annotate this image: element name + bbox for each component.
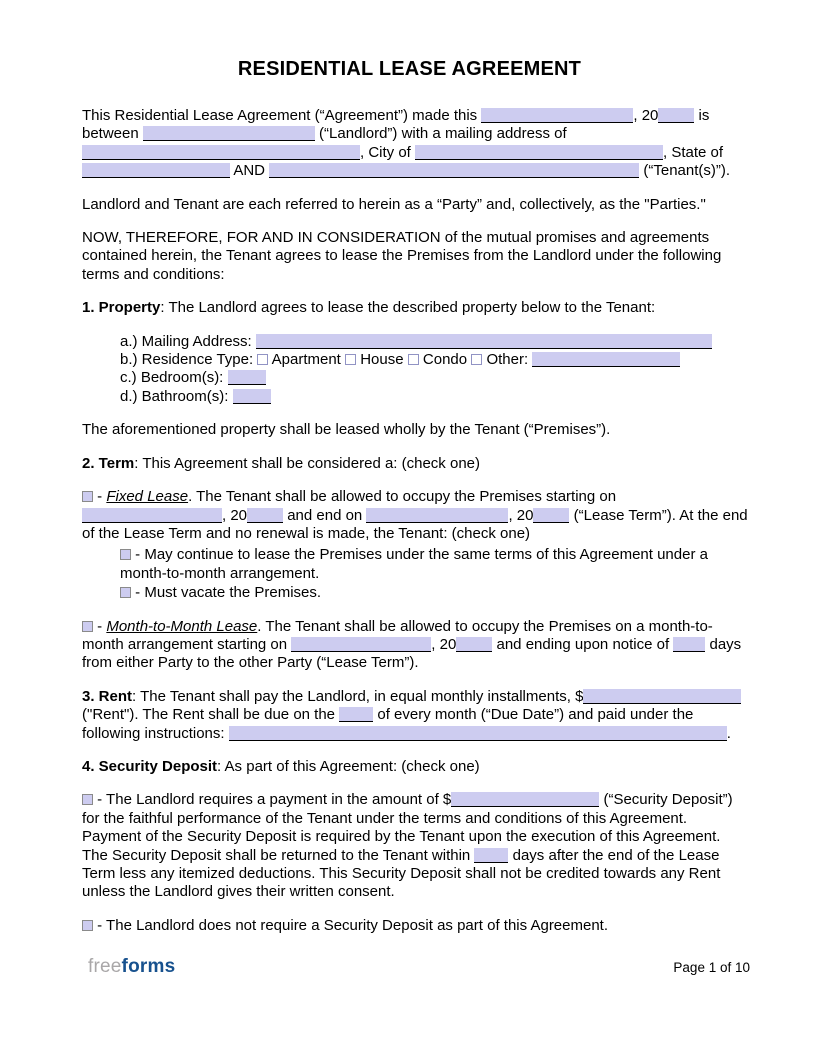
- month-to-month-notice-days-field[interactable]: [673, 637, 705, 652]
- text-segment: unless the Landlord gives their written consent.: [82, 883, 395, 901]
- consideration-paragraph: [82, 229, 737, 284]
- text-segment: -: [93, 617, 107, 635]
- text-segment: d.) Bathroom(s):: [120, 387, 233, 405]
- property-detail-list: [82, 333, 737, 407]
- text-segment: (“Security Deposit”): [599, 791, 733, 809]
- bold-text: 3. Rent: [82, 687, 133, 705]
- text-segment: (“Lease Term”). At the end: [569, 506, 748, 524]
- lease-type-label: Fixed Lease: [106, 488, 189, 506]
- text-segment: - May continue to lease the Premises under the same terms of this Agreement under a: [131, 546, 708, 564]
- freeforms-logo: [88, 956, 175, 978]
- text-segment: and ending upon notice of: [492, 635, 674, 653]
- text-segment: for the faithful performance of the Tenant under the terms and conditions of this Agreement.: [82, 809, 688, 827]
- text-segment: month-to-month arrangement.: [120, 564, 320, 582]
- text-segment: from either Party to the other Party (“Lease Term”).: [82, 654, 419, 672]
- renewal-continue-checkbox[interactable]: [120, 549, 131, 560]
- month-to-month-checkbox[interactable]: [82, 621, 93, 632]
- text-segment: ("Rent"). The Rent shall be due on the: [82, 706, 340, 724]
- security-deposit-heading: [82, 758, 737, 776]
- fixed-lease-start-date-field[interactable]: [82, 508, 222, 523]
- tenant-names-field[interactable]: [269, 163, 639, 178]
- landlord-street-address-field[interactable]: [82, 145, 360, 160]
- text-segment: House: [356, 351, 408, 369]
- text-segment: a.) Mailing Address:: [120, 332, 256, 350]
- text-segment: month arrangement starting on: [82, 635, 292, 653]
- brand-forms-text: forms: [121, 956, 176, 977]
- property-mailing-address-field[interactable]: [256, 334, 712, 349]
- text-segment: Condo: [418, 351, 472, 369]
- renewal-vacate-checkbox[interactable]: [120, 587, 131, 598]
- text-segment: The aforementioned property shall be leased wholly by the Tenant (“Premises”).: [82, 421, 611, 439]
- text-segment: of every month (“Due Date”) and paid under the: [373, 706, 694, 724]
- text-segment: days after the end of the Lease: [508, 846, 720, 864]
- month-to-month-clause: [82, 617, 742, 673]
- text-segment: c.) Bedroom(s):: [120, 369, 228, 387]
- text-segment: This Residential Lease Agreement (“Agreement”) made this: [82, 107, 482, 124]
- fixed-lease-clause: [82, 488, 748, 543]
- rent-due-day-field[interactable]: [339, 707, 373, 722]
- document-body: [82, 107, 748, 935]
- text-segment: : As part of this Agreement: (check one): [217, 757, 480, 775]
- text-segment: and end on: [283, 506, 367, 524]
- residence-type-other-checkbox[interactable]: [471, 354, 482, 365]
- text-segment: NOW, THEREFORE, FOR AND IN CONSIDERATION of the mutual promises and agreements: [82, 229, 710, 247]
- bold-text: 2. Term: [82, 454, 135, 472]
- parties-paragraph: [82, 196, 737, 214]
- landlord-city-field[interactable]: [415, 145, 663, 160]
- text-segment: days: [705, 635, 742, 653]
- document-title: RESIDENTIAL LEASE AGREEMENT: [237, 58, 582, 80]
- text-segment: , 20: [431, 635, 457, 653]
- text-segment: , 20: [508, 506, 534, 524]
- bold-text: 4. Security Deposit: [82, 757, 218, 775]
- text-segment: - The Landlord requires a payment in the amount of $: [93, 791, 452, 809]
- text-segment: Other:: [482, 351, 533, 369]
- bold-text: 1. Property: [82, 299, 161, 317]
- rent-amount-field[interactable]: [583, 689, 741, 704]
- text-segment: The Security Deposit shall be returned to the Tenant within: [82, 846, 475, 864]
- text-segment: , 20: [633, 107, 659, 124]
- security-deposit-amount-field[interactable]: [451, 792, 599, 807]
- bedrooms-count-field[interactable]: [228, 370, 266, 385]
- text-segment: b.) Residence Type:: [120, 351, 258, 369]
- fixed-lease-option-vacate: [82, 584, 737, 602]
- text-segment: between: [82, 125, 143, 143]
- text-segment: is: [694, 107, 710, 124]
- text-segment: - The Landlord does not require a Security Deposit as part of this Agreement.: [93, 916, 609, 934]
- text-segment: following instructions:: [82, 724, 229, 742]
- text-segment: Landlord and Tenant are each referred to herein as a “Party” and, collectively, as the "Parties.": [82, 195, 706, 213]
- text-segment: , City of: [360, 143, 416, 161]
- text-segment: : The Tenant shall pay the Landlord, in equal monthly installments, $: [132, 687, 584, 705]
- fixed-lease-end-year-field[interactable]: [533, 508, 569, 523]
- text-segment: . The Tenant shall be allowed to occupy the Premises on a month-to-: [257, 617, 713, 635]
- text-segment: (“Tenant(s)”).: [639, 162, 731, 180]
- residence-type-house-checkbox[interactable]: [345, 354, 356, 365]
- text-segment: of the Lease Term and no renewal is made, the Tenant: (check one): [82, 524, 531, 542]
- security-deposit-required-checkbox[interactable]: [82, 794, 93, 805]
- page-number: Page 1 of 10: [673, 960, 750, 975]
- text-segment: terms and conditions:: [82, 265, 225, 283]
- text-segment: , State of: [663, 143, 724, 161]
- text-segment: Term less any itemized deductions. This Security Deposit shall not be credited towards any Rent: [82, 865, 721, 882]
- security-deposit-not-required-clause: [82, 917, 737, 935]
- text-segment: Apartment: [268, 351, 346, 369]
- landlord-name-field[interactable]: [143, 126, 315, 141]
- text-segment: : The Landlord agrees to lease the described property below to the Tenant:: [160, 299, 656, 317]
- payment-instructions-field[interactable]: [229, 726, 727, 741]
- landlord-state-field[interactable]: [82, 163, 230, 178]
- residence-type-other-field[interactable]: [532, 352, 680, 367]
- security-deposit-required-clause: [82, 791, 737, 901]
- month-to-month-start-date-field[interactable]: [291, 637, 431, 652]
- text-segment: AND: [230, 162, 270, 180]
- intro-paragraph: [82, 107, 737, 181]
- month-to-month-start-year-field[interactable]: [456, 637, 492, 652]
- text-segment: - Must vacate the Premises.: [131, 584, 322, 602]
- bathrooms-count-field[interactable]: [233, 389, 271, 404]
- text-segment: -: [93, 488, 107, 506]
- fixed-lease-start-year-field[interactable]: [247, 508, 283, 523]
- agreement-date-field[interactable]: [481, 108, 633, 123]
- residence-type-apartment-checkbox[interactable]: [257, 354, 268, 365]
- text-segment: contained herein, the Tenant agrees to lease the Premises from the Landlord under the following: [82, 247, 722, 265]
- premises-paragraph: [82, 421, 737, 439]
- security-deposit-return-days-field[interactable]: [474, 848, 508, 863]
- term-heading: [82, 455, 737, 473]
- fixed-lease-end-date-field[interactable]: [366, 508, 508, 523]
- lease-type-label: Month-to-Month Lease: [106, 617, 258, 635]
- page-footer: [88, 956, 750, 978]
- security-deposit-not-required-checkbox[interactable]: [82, 920, 93, 931]
- fixed-lease-option-continue: [82, 546, 737, 583]
- text-segment: Payment of the Security Deposit is required by the Tenant upon the execution of this Agreement.: [82, 828, 721, 846]
- property-heading: [82, 299, 737, 317]
- fixed-lease-checkbox[interactable]: [82, 491, 93, 502]
- text-segment: .: [726, 724, 731, 742]
- text-segment: . The Tenant shall be allowed to occupy the Premises starting on: [188, 488, 617, 506]
- text-segment: , 20: [222, 506, 248, 524]
- brand-free-text: free: [88, 956, 122, 977]
- text-segment: (“Landlord”) with a mailing address of: [314, 125, 567, 143]
- rent-clause: [82, 688, 737, 743]
- agreement-year-field[interactable]: [658, 108, 694, 123]
- text-segment: : This Agreement shall be considered a: (check one): [134, 454, 480, 472]
- residence-type-condo-checkbox[interactable]: [408, 354, 419, 365]
